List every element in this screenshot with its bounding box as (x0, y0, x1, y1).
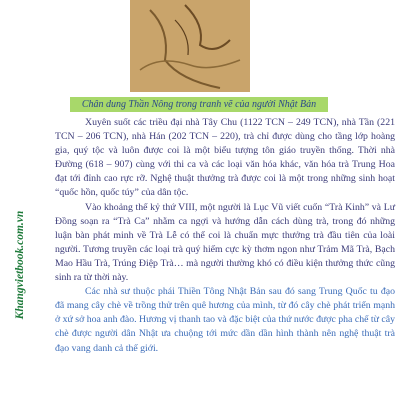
paragraph: Xuyên suốt các triều đại nhà Tây Chu (1122 TCN – 249 TCN), nhà Tần (221 TCN – 206 TCN), nhà Hán (202 TCN – 220), trà chỉ được dùng cho tầng lớp hoàng gia, quý tộc và luôn được coi là một biểu tượng tôn giáo truyền thống. Thời nhà Đường (618 – 907) cùng với thi ca và các loại văn hóa khác, văn hóa trà Trung Hoa đạt tới đỉnh cao rực rỡ. Nghệ thuật thưởng trà được coi là một trong những sinh hoạt “quốc hồn, quốc túy” của dân tộc. (55, 117, 395, 199)
paragraph: Vào khoảng thế kỷ thứ VIII, một người là Lục Vũ viết cuốn “Trà Kinh” và Lư Đồng soạn ra “Trà Ca” nhằm ca ngợi và hướng dẫn cách dùng trà, trong đó những luận bàn phát minh về Trà Lễ có thể coi là chuẩn mực thưởng trà đầu tiên của loài người. Tương truyền các loại trà quý hiếm cực kỳ thơm ngon như Trảm Mã Trà, Bạch Mao Hầu Trà, Trúng Điệp Trà… mà người thường khó có điều kiện thưởng thức cũng sinh ra từ thời này. (55, 201, 395, 284)
watermark-text: Khangvietbook.com.vn (14, 210, 26, 320)
shennong-illustration (130, 0, 250, 92)
body-text (55, 116, 395, 356)
paragraph: Các nhà sư thuộc phái Thiền Tông Nhật Bản sau đó sang Trung Quốc tu đạo đã mang cây chè về trồng thử trên quê hương của mình, từ đó cây chè phát triển mạnh ở xứ sở hoa anh đào. Hương vị thanh tao và đặc biệt của thứ nước được pha chế từ cây chè được người dân Nhật ưa chuộng tới mức dần dần hình thành nên nghệ thuật trà đạo vang danh cả thế giới. (55, 286, 395, 354)
image-caption: Chân dung Thần Nông trong tranh vẽ của người Nhật Bản (70, 97, 328, 112)
watermark (10, 170, 30, 360)
